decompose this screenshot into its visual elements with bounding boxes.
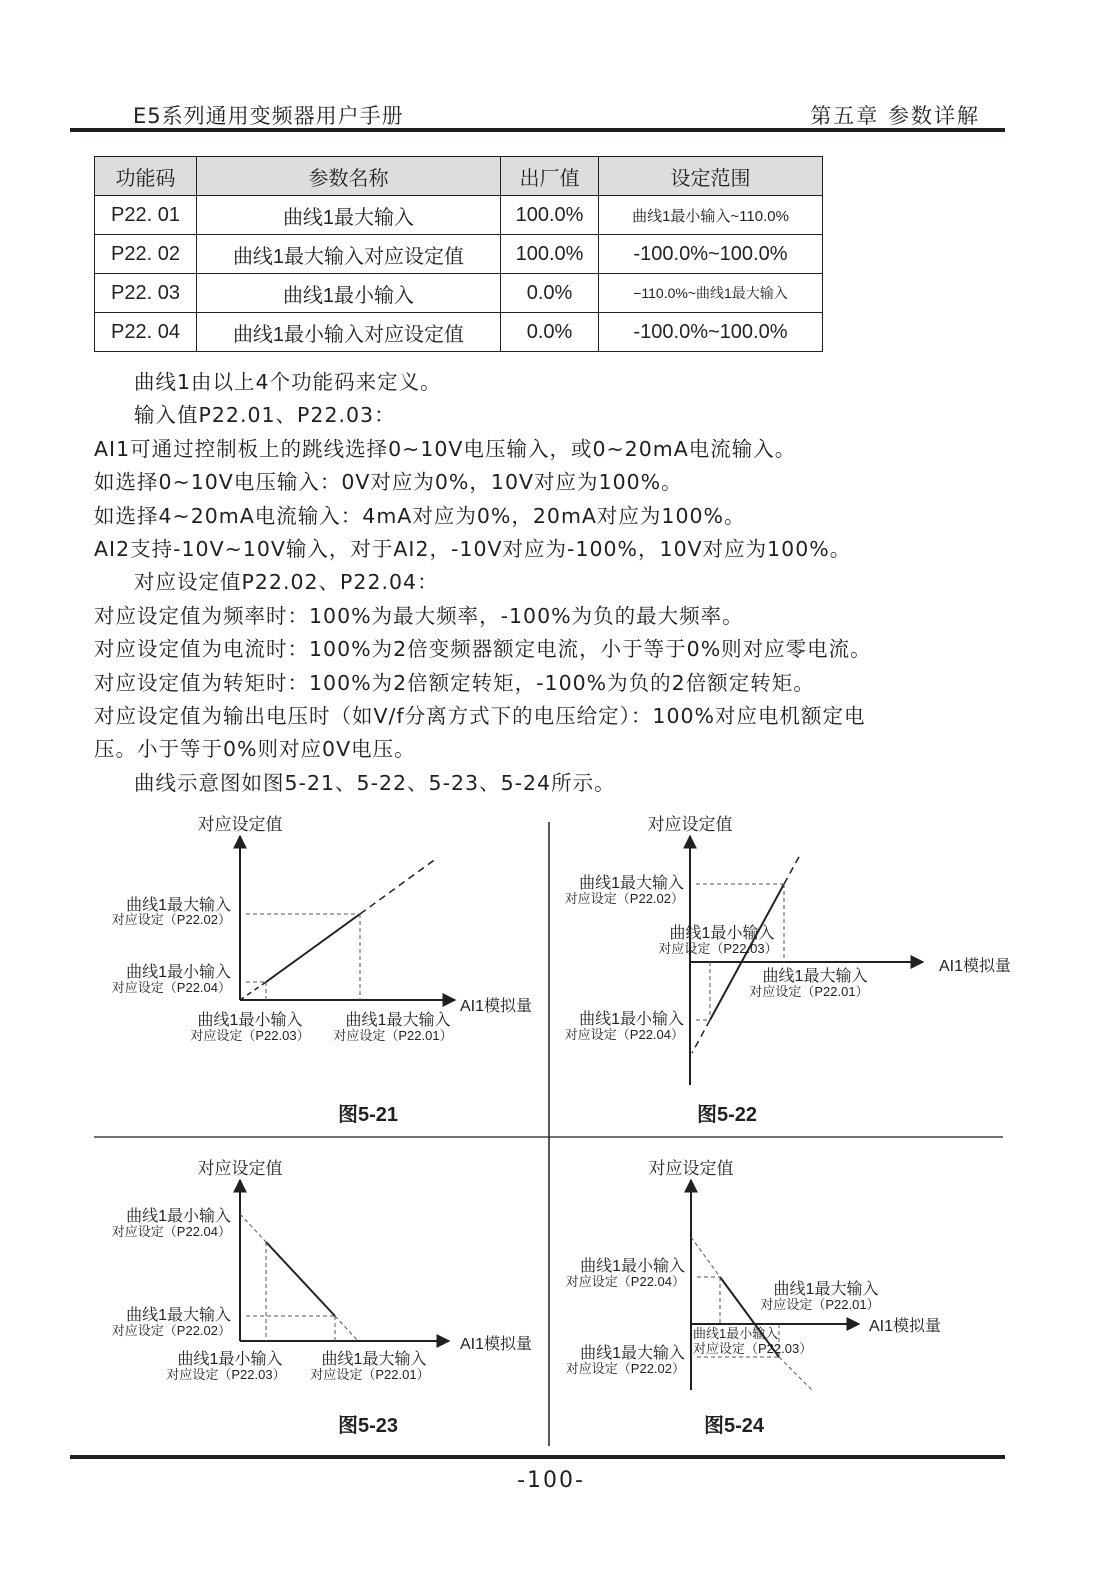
chapter-title: 第五章 参数详解 <box>810 104 980 128</box>
curve-line <box>266 914 360 982</box>
paragraph: 曲线示意图如图5-21、5-22、5-23、5-24所示。 <box>134 770 616 795</box>
curve-extension <box>240 1214 266 1242</box>
point-label: 曲线1最大输入 <box>762 968 868 985</box>
paragraph: 如选择4~20mA电流输入：4mA对应为0%，20mA对应为100%。 <box>94 503 746 528</box>
curve-line <box>266 1242 335 1316</box>
footer-rule <box>70 1455 1005 1459</box>
paragraph: AI1可通过控制板上的跳线选择0~10V电压输入，或0~20mA电流输入。 <box>94 436 797 461</box>
figure-5-21 <box>112 815 532 1126</box>
table-cell: 0.0% <box>501 274 599 313</box>
curve-extension <box>240 982 266 1000</box>
x-axis-label: AI1模拟量 <box>460 1336 533 1353</box>
paragraph: 对应设定值为电流时：100%为2倍变频器额定电流，小于等于0%则对应零电流。 <box>94 637 872 662</box>
point-label: 曲线1最小输入 <box>197 1012 303 1029</box>
y-axis-label: 对应设定值 <box>648 1159 734 1178</box>
x-axis-label: AI1模拟量 <box>939 958 1012 975</box>
table-cell: 曲线1最小输入~110.0% <box>599 196 823 235</box>
point-label: 曲线1最小输入 <box>579 1011 684 1028</box>
point-label: 曲线1最小输入 <box>177 1351 283 1368</box>
figure-caption: 图5-23 <box>337 1415 399 1437</box>
column-header: 参数名称 <box>197 157 501 196</box>
point-sublabel: 对应设定（P22.03） <box>658 941 778 956</box>
table-cell: −110.0%~曲线1最大输入 <box>599 274 823 313</box>
point-label: 曲线1最大输入 <box>579 875 684 892</box>
paragraph: 如选择0~10V电压输入：0V对应为0%，10V对应为100%。 <box>94 470 683 495</box>
figure-5-22 <box>565 815 1011 1126</box>
point-label: 曲线1最小输入 <box>126 964 231 981</box>
column-header: 设定范围 <box>599 157 823 196</box>
y-axis-label: 对应设定值 <box>647 815 733 834</box>
point-sublabel: 对应设定（P22.04） <box>111 980 231 995</box>
table-cell: 曲线1最小输入 <box>197 274 501 313</box>
paragraph: 对应设定值为输出电压时（如V/f分离方式下的电压给定）：100%对应电机额定电 <box>94 704 866 729</box>
y-axis-label: 对应设定值 <box>197 815 283 834</box>
point-sublabel: 对应设定（P22.03） <box>693 1341 813 1356</box>
point-sublabel: 对应设定（P22.04） <box>565 1274 685 1289</box>
curve-extension <box>692 1020 710 1053</box>
point-label: 曲线1最大输入 <box>126 897 231 914</box>
paragraph: AI2支持-10V~10V输入，对于AI2，-10V对应为-100%，10V对应为100%。 <box>94 537 852 562</box>
figure-5-23 <box>112 1159 532 1437</box>
curve-extension <box>360 858 437 914</box>
y-axis-label: 对应设定值 <box>197 1159 283 1178</box>
table-cell: 0.0% <box>501 313 599 352</box>
x-axis-label: AI1模拟量 <box>869 1318 942 1335</box>
table-cell: P22. 02 <box>95 235 197 274</box>
x-axis-label: AI1模拟量 <box>460 998 533 1015</box>
curve-extension <box>691 1237 720 1277</box>
paragraph: 对应设定值P22.02、P22.04： <box>134 570 439 595</box>
figure-caption: 图5-24 <box>703 1415 765 1437</box>
paragraph: 输入值P22.01、P22.03： <box>134 403 396 428</box>
curve-extension <box>784 855 800 884</box>
point-sublabel: 对应设定（P22.03） <box>166 1367 286 1382</box>
table-cell: -100.0%~100.0% <box>599 313 823 352</box>
point-label: 曲线1最大输入 <box>345 1012 451 1029</box>
column-header: 出厂值 <box>501 157 599 196</box>
curve-extension <box>335 1316 358 1341</box>
page-number: -100- <box>517 1468 585 1493</box>
point-label: 曲线1最小输入 <box>693 1326 779 1341</box>
curve-extension <box>779 1357 812 1390</box>
point-sublabel: 对应设定（P22.01） <box>333 1028 453 1043</box>
figure-caption: 图5-22 <box>696 1104 758 1126</box>
table-cell: P22. 04 <box>95 313 197 352</box>
point-label: 曲线1最小输入 <box>126 1208 231 1225</box>
point-sublabel: 对应设定（P22.02） <box>111 912 231 927</box>
table-cell: 100.0% <box>501 196 599 235</box>
point-sublabel: 对应设定（P22.02） <box>565 1361 685 1376</box>
point-sublabel: 对应设定（P22.02） <box>111 1323 231 1338</box>
point-sublabel: 对应设定（P22.02） <box>564 891 684 906</box>
point-sublabel: 对应设定（P22.01） <box>760 1297 880 1312</box>
point-sublabel: 对应设定（P22.01） <box>310 1367 430 1382</box>
point-label: 曲线1最小输入 <box>580 1258 685 1275</box>
figure-5-24 <box>566 1159 941 1437</box>
table-cell: P22. 03 <box>95 274 197 313</box>
figure-caption: 图5-21 <box>337 1104 399 1126</box>
point-label: 曲线1最大输入 <box>126 1307 231 1324</box>
paragraph: 对应设定值为频率时：100%为最大频率，-100%为负的最大频率。 <box>94 603 744 628</box>
header-title: E5系列通用变频器用户手册 <box>133 104 404 128</box>
paragraph: 压。小于等于0%则对应0V电压。 <box>94 737 416 762</box>
table-cell: 曲线1最小输入对应设定值 <box>197 313 501 352</box>
table-cell: P22. 01 <box>95 196 197 235</box>
paragraph: 对应设定值为转矩时：100%为2倍额定转矩，-100%为负的2倍额定转矩。 <box>94 670 815 695</box>
table-cell: 100.0% <box>501 235 599 274</box>
paragraph: 曲线1由以上4个功能码来定义。 <box>134 370 442 394</box>
point-sublabel: 对应设定（P22.04） <box>111 1224 231 1239</box>
point-label: 曲线1最大输入 <box>580 1345 685 1362</box>
table-cell: -100.0%~100.0% <box>599 235 823 274</box>
point-label: 曲线1最大输入 <box>773 1281 879 1298</box>
table-cell: 曲线1最大输入对应设定值 <box>197 235 501 274</box>
column-header: 功能码 <box>95 157 197 196</box>
point-sublabel: 对应设定（P22.01） <box>749 984 869 999</box>
table-cell: 曲线1最大输入 <box>197 196 501 235</box>
point-label: 曲线1最小输入 <box>669 925 775 942</box>
point-sublabel: 对应设定（P22.04） <box>564 1027 684 1042</box>
point-sublabel: 对应设定（P22.03） <box>190 1028 310 1043</box>
point-label: 曲线1最大输入 <box>321 1351 427 1368</box>
